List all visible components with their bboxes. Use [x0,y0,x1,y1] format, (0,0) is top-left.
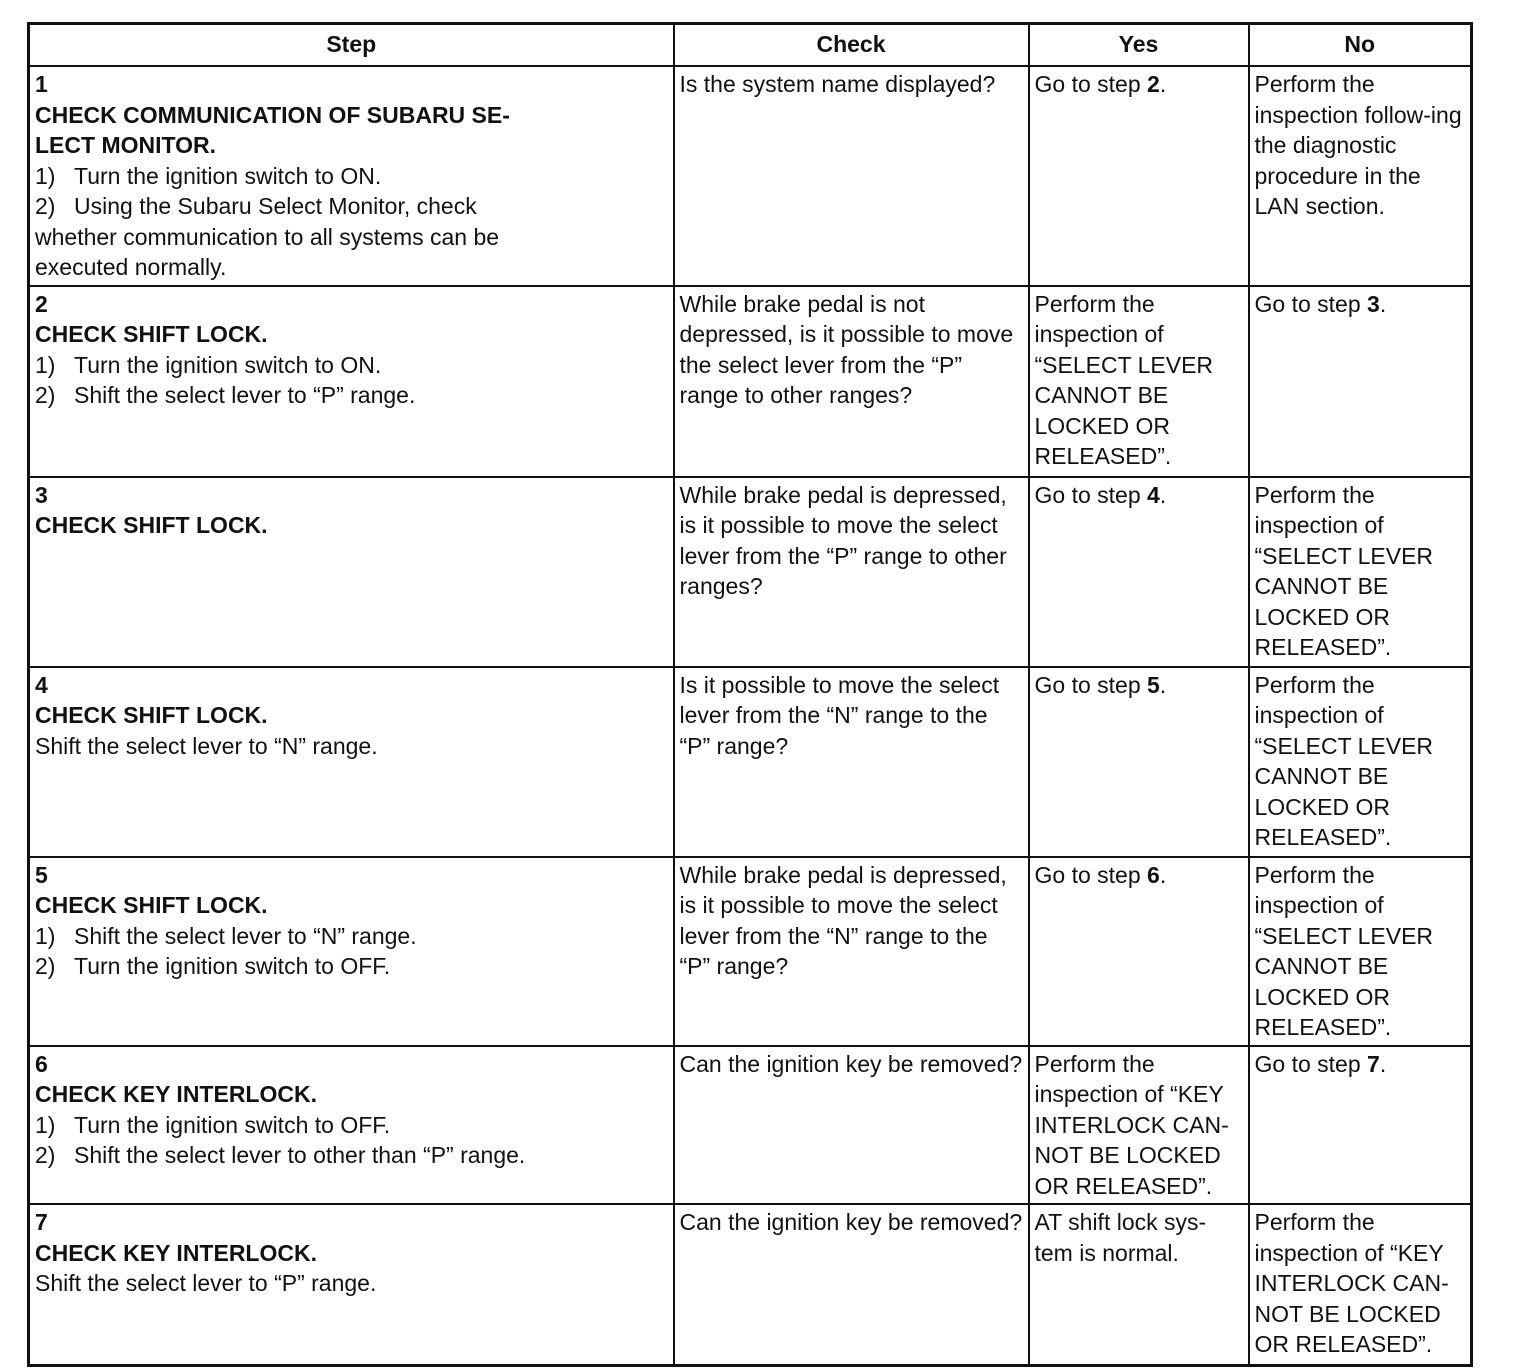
check-text: Is it possible to move the select lever from the “N” range to the “P” range? [679,671,1000,759]
step-body [35,100,550,283]
step-instruction: Shift the select lever to “P” range. [35,1270,377,1296]
step-substep [35,161,550,192]
diagnostic-table [27,22,1473,1367]
no-step-ref: 3 [1367,290,1380,317]
check-text: Is the system name displayed? [679,71,996,97]
no-cell [1249,857,1472,1046]
yes-end: . [1159,671,1167,698]
table-row [29,66,1472,286]
yes-end: . [1159,861,1167,888]
check-text: While brake pedal is depressed, is it possible to move the select lever from the “N” range to the “P” range? [679,861,1007,979]
table-row [29,477,1472,667]
yes-cell [1029,1204,1249,1365]
no-cell [1249,477,1472,667]
substep-index: 1) [35,1111,56,1138]
step-body [35,1079,550,1171]
no-text: Perform the inspection of “KEY INTERLOCK CAN-NOT BE LOCKED OR RELEASED”. [1254,1209,1449,1357]
substep-index: 2) [35,1142,56,1168]
step-title: CHECK KEY INTERLOCK. [35,1239,317,1266]
step-number: 4 [35,671,48,698]
no-cell [1249,66,1472,286]
step-cell [29,1046,674,1205]
no-text: Perform the inspection of “SELECT LEVER CANNOT BE LOCKED OR RELEASED”. [1254,861,1434,1040]
table-row [29,667,1472,857]
step-cell [29,1204,674,1365]
check-text: Can the ignition key be removed? [679,1209,1023,1235]
check-text: While brake pedal is depressed, is it possible to move the select lever from the “P” range to other ranges? [679,481,1007,599]
yes-text: Perform the inspection of “KEY INTERLOCK CAN-NOT BE LOCKED OR RELEASED”. [1034,1050,1229,1199]
yes-text: Go to step [1034,71,1148,97]
no-text: Perform the inspection of “SELECT LEVER CANNOT BE LOCKED OR RELEASED”. [1254,671,1434,850]
substep-text: Shift the select lever to “P” range. [74,382,416,408]
substep-index: 1) [35,922,56,949]
step-substep [35,921,550,952]
yes-end: . [1159,481,1167,508]
substep-index: 2) [35,953,56,979]
table-row [29,1204,1472,1365]
step-body [35,510,550,541]
step-title: CHECK COMMUNICATION OF SUBARU SE-LECT MONITOR. [35,101,510,158]
no-cell [1249,286,1472,477]
no-text: Perform the inspection follow-ing the diagnostic procedure in the LAN section. [1254,71,1462,219]
step-body [35,890,550,982]
step-title: CHECK SHIFT LOCK. [35,702,268,728]
no-text: Go to step [1254,290,1368,317]
yes-cell [1029,477,1249,667]
step-substep [35,191,550,283]
step-body [35,319,550,411]
substep-text: Turn the ignition switch to ON. [74,162,382,189]
step-cell [29,286,674,477]
substep-index: 2) [35,382,56,408]
substep-index: 2) [35,193,56,219]
no-cell [1249,667,1472,857]
step-number: 3 [35,481,48,508]
no-text: Perform the inspection of “SELECT LEVER CANNOT BE LOCKED OR RELEASED”. [1254,481,1434,660]
yes-cell [1029,1046,1249,1205]
substep-text: Turn the ignition switch to OFF. [74,953,391,979]
no-step-ref: 7 [1367,1050,1380,1077]
no-cell [1249,1204,1472,1365]
step-title: CHECK SHIFT LOCK. [35,321,268,347]
no-cell [1249,1046,1472,1205]
step-cell [29,857,674,1046]
yes-cell [1029,66,1249,286]
yes-text: AT shift lock sys-tem is normal. [1034,1209,1207,1266]
step-substep [35,1110,550,1141]
substep-text: Using the Subaru Select Monitor, check whether communication to all systems can be executed normally. [35,193,500,280]
step-cell [29,477,674,667]
table-row [29,286,1472,477]
yes-text: Go to step [1034,481,1148,508]
substep-index: 1) [35,351,56,378]
header-no: No [1249,24,1472,67]
yes-text: Perform the inspection of “SELECT LEVER CANNOT BE LOCKED OR RELEASED”. [1034,290,1214,469]
no-end: . [1379,1050,1387,1077]
step-number: 6 [35,1050,48,1077]
step-number: 1 [35,71,48,97]
yes-cell [1029,857,1249,1046]
step-title: CHECK SHIFT LOCK. [35,892,268,918]
yes-end: . [1159,71,1167,97]
step-title: CHECK SHIFT LOCK. [35,512,268,538]
header-row [29,24,1472,67]
yes-step-ref: 5 [1147,671,1160,698]
substep-text: Shift the select lever to other than “P” range. [74,1142,526,1168]
table-row [29,857,1472,1046]
substep-index: 1) [35,162,56,189]
step-substep [35,1140,550,1171]
yes-text: Go to step [1034,861,1148,888]
check-cell [674,667,1029,857]
yes-text: Go to step [1034,671,1148,698]
check-cell [674,286,1029,477]
step-number: 2 [35,290,48,317]
step-instruction: Shift the select lever to “N” range. [35,732,378,759]
yes-cell [1029,286,1249,477]
step-cell [29,667,674,857]
table-row [29,1046,1472,1205]
step-substep [35,350,550,381]
step-substep [35,951,550,982]
yes-step-ref: 4 [1147,481,1160,508]
check-cell [674,857,1029,1046]
step-substep [35,380,550,411]
substep-text: Shift the select lever to “N” range. [74,922,417,949]
substep-text: Turn the ignition switch to ON. [74,351,382,378]
check-cell [674,477,1029,667]
step-body [35,1238,550,1299]
no-end: . [1379,290,1387,317]
yes-step-ref: 6 [1147,861,1160,888]
step-number: 7 [35,1209,48,1235]
step-title: CHECK KEY INTERLOCK. [35,1081,317,1107]
no-text: Go to step [1254,1050,1368,1077]
step-number: 5 [35,861,48,888]
step-body [35,700,550,761]
check-cell [674,1204,1029,1365]
yes-step-ref: 2 [1147,71,1160,97]
step-cell [29,66,674,286]
check-cell [674,66,1029,286]
check-cell [674,1046,1029,1205]
check-text: Can the ignition key be removed? [679,1050,1023,1077]
header-check: Check [674,24,1029,67]
header-yes: Yes [1029,24,1249,67]
substep-text: Turn the ignition switch to OFF. [74,1111,391,1138]
check-text: While brake pedal is not depressed, is it possible to move the select lever from the “P” range to other ranges? [679,290,1014,408]
header-step: Step [29,24,674,67]
yes-cell [1029,667,1249,857]
